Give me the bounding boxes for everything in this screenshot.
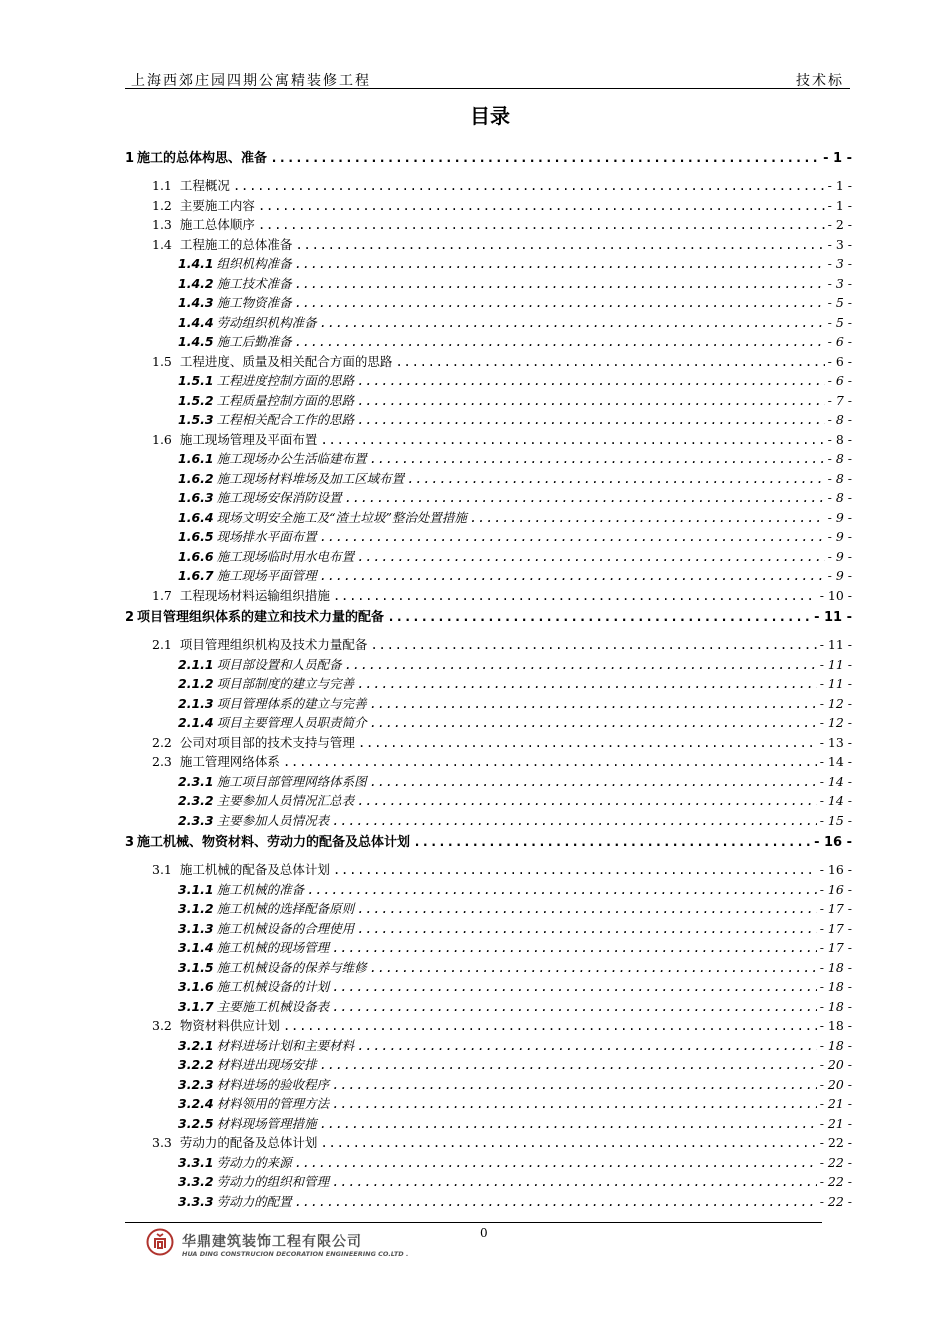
toc-dot-leader bbox=[295, 1153, 817, 1173]
toc-entry-number: 3.2.3 bbox=[178, 1076, 214, 1092]
company-name-cn: 华鼎建筑装饰工程有限公司 bbox=[182, 1234, 362, 1250]
toc-entry-page: - 18 - bbox=[819, 979, 852, 994]
toc-dot-leader bbox=[295, 254, 825, 274]
toc-dot-leader bbox=[358, 733, 817, 753]
toc-subsection-entry[interactable] bbox=[125, 566, 852, 586]
toc-dot-leader bbox=[333, 860, 817, 880]
toc-entry-text: 材料进场计划和主要材料 bbox=[216, 1037, 355, 1053]
toc-entry-number: 2.3 bbox=[152, 754, 172, 769]
toc-dot-leader bbox=[295, 235, 824, 255]
toc-subsection-entry[interactable] bbox=[125, 293, 852, 313]
toc-entry-page: - 17 - bbox=[819, 901, 852, 916]
toc-subsection-entry[interactable] bbox=[125, 1192, 852, 1212]
toc-entry-number: 1.5.2 bbox=[178, 392, 214, 408]
toc-section-entry[interactable] bbox=[125, 1133, 852, 1153]
toc-subsection-entry[interactable] bbox=[125, 527, 852, 547]
toc-entry-text: 劳动力的配备及总体计划 bbox=[179, 1135, 318, 1150]
toc-entry-text: 主要施工机械设备表 bbox=[216, 998, 330, 1014]
toc-entry-number: 3.2.4 bbox=[178, 1096, 214, 1111]
toc-entry-number: 1.5.1 bbox=[178, 373, 214, 388]
toc-section-entry[interactable] bbox=[125, 235, 852, 255]
toc-entry-text: 现场文明安全施工及“渣土垃圾”整治处置措施 bbox=[216, 509, 467, 525]
toc-entry-text: 劳动力的配置 bbox=[216, 1193, 292, 1209]
toc-entry-number: 1.5 bbox=[152, 353, 172, 369]
toc-entry-number: 1.6 bbox=[152, 431, 172, 447]
toc-entry-number: 1.2 bbox=[152, 197, 172, 213]
toc-entry-text: 工程进度、质量及相关配合方面的思路 bbox=[179, 353, 393, 369]
toc-entry-page: - 15 - bbox=[819, 812, 852, 828]
toc-dot-leader bbox=[320, 1133, 816, 1153]
toc-entry-text: 劳动力的来源 bbox=[216, 1154, 292, 1170]
toc-entry-page: - 6 - bbox=[827, 353, 852, 369]
toc-entry-page: - 21 - bbox=[819, 1096, 852, 1111]
toc-entry-page: - 11 - bbox=[819, 676, 852, 691]
toc-dot-leader bbox=[387, 606, 811, 630]
toc-section-entry[interactable] bbox=[125, 860, 852, 880]
toc-entry-number: 2.1.4 bbox=[178, 715, 214, 730]
toc-dot-leader bbox=[295, 274, 825, 294]
toc-dot-leader bbox=[370, 713, 817, 733]
toc-entry-page: - 22 - bbox=[819, 1193, 852, 1209]
toc-section-entry[interactable] bbox=[125, 430, 852, 450]
toc-entry-text: 组织机构准备 bbox=[216, 256, 292, 271]
toc-entry-text: 公司对项目部的技术支持与管理 bbox=[179, 734, 355, 750]
toc-entry-text: 施工机械、物资材料、劳动力的配备及总体计划 bbox=[137, 835, 411, 850]
toc-entry-number: 3.2.2 bbox=[178, 1057, 214, 1072]
toc-entry-page: - 8 - bbox=[827, 451, 852, 466]
toc-entry-text: 工程现场材料运输组织措施 bbox=[179, 587, 330, 603]
toc-entry-text: 工程概况 bbox=[179, 178, 230, 193]
toc-entry-number: 1.3 bbox=[152, 217, 172, 232]
toc-dot-leader bbox=[283, 752, 817, 772]
toc-entry-page: - 1 - bbox=[823, 151, 852, 166]
toc-entry-number: 2.1.2 bbox=[178, 676, 214, 691]
toc-entry-text: 施工机械的配备及总体计划 bbox=[179, 862, 330, 877]
toc-dot-leader bbox=[332, 811, 817, 831]
company-name-en: HUA DING CONSTRUCION DECORATION ENGINEERING CO.LTD . bbox=[182, 1250, 409, 1258]
toc-entry-number: 1.4.2 bbox=[178, 275, 214, 291]
toc-subsection-entry[interactable] bbox=[125, 391, 852, 411]
toc-entry-text: 材料现场管理措施 bbox=[216, 1115, 317, 1131]
toc-section-entry[interactable] bbox=[125, 196, 852, 216]
toc-dot-leader bbox=[370, 958, 817, 978]
toc-subsection-entry[interactable] bbox=[125, 674, 852, 694]
toc-entry-text: 施工现场临时用水电布置 bbox=[216, 548, 355, 564]
toc-dot-leader bbox=[295, 293, 825, 313]
table-of-contents bbox=[125, 146, 852, 1211]
toc-entry-number: 2.3.3 bbox=[178, 812, 214, 828]
toc-entry-page: - 18 - bbox=[819, 1018, 852, 1033]
toc-entry-number: 1.4.4 bbox=[178, 314, 214, 330]
toc-entry-text: 主要参加人员情况汇总表 bbox=[216, 793, 355, 808]
toc-dot-leader bbox=[320, 313, 825, 333]
toc-entry-number: 1.6.6 bbox=[178, 548, 214, 564]
toc-entry-number: 3 bbox=[125, 835, 135, 850]
toc-dot-leader bbox=[258, 215, 825, 235]
toc-entry-page: - 8 - bbox=[827, 431, 852, 447]
toc-entry-number: 2.3.1 bbox=[178, 773, 214, 789]
toc-entry-page: - 18 - bbox=[819, 998, 852, 1014]
toc-entry-text: 施工物资准备 bbox=[216, 295, 292, 310]
toc-entry-number: 1.6.3 bbox=[178, 490, 214, 505]
toc-entry-number: 3.3.2 bbox=[178, 1174, 214, 1189]
toc-entry-text: 施工现场安保消防设置 bbox=[216, 490, 342, 505]
company-logo-icon bbox=[146, 1228, 174, 1256]
toc-subsection-entry[interactable] bbox=[125, 508, 852, 528]
toc-dot-leader bbox=[332, 938, 817, 958]
toc-entry-text: 工程施工的总体准备 bbox=[179, 236, 293, 252]
toc-entry-page: - 3 - bbox=[827, 236, 852, 252]
toc-entry-page: - 3 - bbox=[827, 256, 852, 271]
toc-entry-number: 2.1 bbox=[152, 637, 172, 652]
toc-entry-page: - 16 - bbox=[819, 881, 852, 897]
toc-entry-text: 施工机械的选择配备原则 bbox=[216, 901, 355, 916]
toc-entry-number: 3.3.3 bbox=[178, 1193, 214, 1209]
toc-entry-text: 劳动组织机构准备 bbox=[216, 314, 317, 330]
toc-dot-leader bbox=[395, 352, 824, 372]
toc-dot-leader bbox=[332, 1075, 817, 1095]
toc-dot-leader bbox=[345, 655, 817, 675]
toc-subsection-entry[interactable] bbox=[125, 919, 852, 939]
toc-subsection-entry[interactable] bbox=[125, 899, 852, 919]
toc-section-entry[interactable] bbox=[125, 752, 852, 772]
toc-entry-text: 施工总体顺序 bbox=[179, 217, 255, 232]
toc-dot-leader bbox=[320, 527, 825, 547]
toc-entry-page: - 11 - bbox=[819, 656, 852, 672]
toc-entry-text: 施工管理网络体系 bbox=[179, 754, 280, 769]
toc-subsection-entry[interactable] bbox=[125, 772, 852, 792]
toc-entry-text: 施工的总体构思、准备 bbox=[137, 151, 268, 166]
toc-entry-text: 材料进出现场安排 bbox=[216, 1057, 317, 1072]
toc-entry-text: 项目部制度的建立与完善 bbox=[216, 676, 355, 691]
toc-entry-number: 1.6.1 bbox=[178, 451, 214, 466]
toc-dot-leader bbox=[270, 147, 820, 171]
toc-dot-leader bbox=[357, 899, 817, 919]
toc-entry-page: - 16 - bbox=[814, 835, 852, 850]
toc-entry-number: 3.1.2 bbox=[178, 901, 214, 916]
toc-entry-page: - 11 - bbox=[814, 610, 852, 625]
toc-entry-page: - 16 - bbox=[819, 862, 852, 877]
toc-dot-leader bbox=[357, 547, 825, 567]
toc-entry-text: 劳动力的组织和管理 bbox=[216, 1174, 330, 1189]
toc-subsection-entry[interactable] bbox=[125, 1075, 852, 1095]
toc-subsection-entry[interactable] bbox=[125, 313, 852, 333]
toc-dot-leader bbox=[357, 391, 825, 411]
toc-entry-number: 3.1.3 bbox=[178, 920, 214, 936]
toc-entry-text: 材料领用的管理方法 bbox=[216, 1096, 330, 1111]
toc-dot-leader bbox=[307, 880, 817, 900]
toc-entry-page: - 21 - bbox=[819, 1115, 852, 1131]
toc-dot-leader bbox=[357, 1036, 817, 1056]
toc-entry-number: 1.6.2 bbox=[178, 470, 214, 486]
toc-entry-page: - 14 - bbox=[819, 773, 852, 789]
toc-entry-page: - 22 - bbox=[819, 1174, 852, 1189]
toc-section-entry[interactable] bbox=[125, 352, 852, 372]
toc-entry-page: - 13 - bbox=[819, 734, 852, 750]
toc-entry-page: - 6 - bbox=[827, 373, 852, 388]
toc-subsection-entry[interactable] bbox=[125, 655, 852, 675]
toc-entry-text: 施工后勤准备 bbox=[216, 334, 292, 349]
toc-entry-page: - 20 - bbox=[819, 1076, 852, 1092]
toc-entry-text: 工程相关配合工作的思路 bbox=[216, 412, 355, 427]
page-header bbox=[125, 66, 850, 89]
toc-entry-page: - 11 - bbox=[819, 637, 852, 652]
toc-subsection-entry[interactable] bbox=[125, 1094, 852, 1114]
toc-dot-leader bbox=[357, 410, 825, 430]
toc-entry-number: 3.1.1 bbox=[178, 881, 214, 897]
toc-entry-number: 3.2.5 bbox=[178, 1115, 214, 1131]
toc-entry-number: 3.3.1 bbox=[178, 1154, 214, 1170]
toc-entry-page: - 5 - bbox=[827, 314, 852, 330]
toc-subsection-entry[interactable] bbox=[125, 1153, 852, 1173]
toc-entry-number: 3.1.4 bbox=[178, 940, 214, 955]
toc-dot-leader bbox=[370, 772, 817, 792]
toc-entry-page: - 1 - bbox=[827, 197, 852, 213]
toc-chapter-entry[interactable] bbox=[125, 606, 852, 630]
toc-subsection-entry[interactable] bbox=[125, 332, 852, 352]
toc-entry-number: 3.3 bbox=[152, 1135, 172, 1150]
toc-entry-page: - 22 - bbox=[819, 1154, 852, 1170]
toc-entry-text: 施工现场办公生活临建布置 bbox=[216, 451, 367, 466]
toc-subsection-entry[interactable] bbox=[125, 371, 852, 391]
toc-dot-leader bbox=[332, 1172, 817, 1192]
toc-entry-text: 施工技术准备 bbox=[216, 275, 292, 291]
toc-dot-leader bbox=[370, 635, 816, 655]
toc-entry-text: 工程质量控制方面的思路 bbox=[216, 392, 355, 408]
toc-entry-text: 项目主要管理人员职责简介 bbox=[216, 715, 367, 730]
toc-entry-text: 项目管理体系的建立与完善 bbox=[216, 695, 367, 711]
toc-entry-number: 2 bbox=[125, 610, 135, 625]
header-project-title: 上海西郊庄园四期公寓精装修工程 bbox=[131, 73, 371, 89]
toc-dot-leader bbox=[332, 997, 817, 1017]
toc-entry-text: 物资材料供应计划 bbox=[179, 1018, 280, 1033]
toc-entry-page: - 9 - bbox=[827, 529, 852, 544]
toc-entry-number: 2.1.1 bbox=[178, 656, 214, 672]
toc-subsection-entry[interactable] bbox=[125, 1036, 852, 1056]
toc-subsection-entry[interactable] bbox=[125, 1055, 852, 1075]
toc-entry-page: - 12 - bbox=[819, 695, 852, 711]
toc-subsection-entry[interactable] bbox=[125, 469, 852, 489]
toc-entry-page: - 10 - bbox=[819, 587, 852, 603]
toc-subsection-entry[interactable] bbox=[125, 997, 852, 1017]
toc-entry-text: 施工机械设备的计划 bbox=[216, 979, 330, 994]
toc-entry-number: 1.4 bbox=[152, 236, 172, 252]
toc-entry-page: - 22 - bbox=[819, 1135, 852, 1150]
toc-dot-leader bbox=[283, 1016, 817, 1036]
toc-subsection-entry[interactable] bbox=[125, 958, 852, 978]
toc-subsection-entry[interactable] bbox=[125, 880, 852, 900]
header-doc-type: 技术标 bbox=[796, 73, 844, 89]
toc-section-entry[interactable] bbox=[125, 635, 852, 655]
toc-dot-leader bbox=[370, 694, 817, 714]
toc-entry-text: 主要施工内容 bbox=[179, 197, 255, 213]
toc-subsection-entry[interactable] bbox=[125, 694, 852, 714]
toc-entry-number: 3.1 bbox=[152, 862, 172, 877]
toc-dot-leader bbox=[320, 1114, 817, 1134]
toc-entry-page: - 17 - bbox=[819, 940, 852, 955]
toc-title: 目录 bbox=[470, 104, 510, 128]
toc-entry-text: 工程进度控制方面的思路 bbox=[216, 373, 355, 388]
toc-entry-number: 1.6.7 bbox=[178, 568, 214, 583]
toc-section-entry[interactable] bbox=[125, 733, 852, 753]
toc-dot-leader bbox=[295, 1192, 817, 1212]
toc-entry-page: - 8 - bbox=[827, 490, 852, 505]
toc-entry-text: 施工现场材料堆场及加工区域布置 bbox=[216, 470, 405, 486]
toc-entry-text: 项目管理组织机构及技术力量配备 bbox=[179, 637, 368, 652]
toc-entry-text: 现场排水平面布置 bbox=[216, 529, 317, 544]
toc-entry-number: 1.7 bbox=[152, 587, 172, 603]
toc-entry-page: - 7 - bbox=[827, 392, 852, 408]
toc-entry-page: - 12 - bbox=[819, 715, 852, 730]
toc-dot-leader bbox=[370, 449, 825, 469]
toc-entry-number: 3.2 bbox=[152, 1018, 172, 1033]
toc-subsection-entry[interactable] bbox=[125, 713, 852, 733]
toc-entry-number: 2.3.2 bbox=[178, 793, 214, 808]
toc-entry-number: 3.2.1 bbox=[178, 1037, 214, 1053]
toc-subsection-entry[interactable] bbox=[125, 811, 852, 831]
toc-entry-text: 施工项目部管理网络体系图 bbox=[216, 773, 367, 789]
toc-chapter-entry[interactable] bbox=[125, 147, 852, 171]
toc-entry-number: 3.1.6 bbox=[178, 979, 214, 994]
toc-entry-number: 1.4.5 bbox=[178, 334, 214, 349]
toc-entry-number: 1 bbox=[125, 151, 135, 166]
toc-entry-text: 施工机械设备的合理使用 bbox=[216, 920, 355, 936]
toc-entry-number: 1.4.3 bbox=[178, 295, 214, 310]
toc-dot-leader bbox=[413, 831, 811, 855]
toc-section-entry[interactable] bbox=[125, 1016, 852, 1036]
toc-section-entry[interactable] bbox=[125, 176, 852, 196]
toc-entry-text: 施工机械的准备 bbox=[216, 881, 305, 897]
toc-entry-page: - 9 - bbox=[827, 548, 852, 564]
footer-divider bbox=[125, 1222, 822, 1223]
toc-entry-number: 1.1 bbox=[152, 178, 172, 193]
toc-chapter-entry[interactable] bbox=[125, 831, 852, 855]
toc-entry-page: - 14 - bbox=[819, 754, 852, 769]
toc-dot-leader bbox=[357, 791, 817, 811]
toc-entry-number: 1.4.1 bbox=[178, 256, 214, 271]
toc-entry-page: - 20 - bbox=[819, 1057, 852, 1072]
toc-subsection-entry[interactable] bbox=[125, 938, 852, 958]
toc-entry-number: 3.1.5 bbox=[178, 959, 214, 975]
toc-entry-page: - 5 - bbox=[827, 295, 852, 310]
toc-entry-page: - 9 - bbox=[827, 509, 852, 525]
toc-dot-leader bbox=[407, 469, 825, 489]
toc-entry-number: 2.2 bbox=[152, 734, 172, 750]
toc-subsection-entry[interactable] bbox=[125, 449, 852, 469]
toc-entry-page: - 17 - bbox=[819, 920, 852, 936]
toc-entry-number: 3.1.7 bbox=[178, 998, 214, 1014]
toc-subsection-entry[interactable] bbox=[125, 488, 852, 508]
toc-entry-number: 1.5.3 bbox=[178, 412, 214, 427]
toc-entry-text: 材料进场的验收程序 bbox=[216, 1076, 330, 1092]
toc-subsection-entry[interactable] bbox=[125, 547, 852, 567]
page-number: 0 bbox=[480, 1226, 488, 1240]
toc-entry-page: - 8 - bbox=[827, 412, 852, 427]
toc-subsection-entry[interactable] bbox=[125, 1172, 852, 1192]
toc-entry-text: 施工机械设备的保养与维修 bbox=[216, 959, 367, 975]
toc-dot-leader bbox=[258, 196, 825, 216]
toc-subsection-entry[interactable] bbox=[125, 977, 852, 997]
toc-entry-number: 1.6.5 bbox=[178, 529, 214, 544]
toc-dot-leader bbox=[233, 176, 825, 196]
toc-dot-leader bbox=[357, 919, 817, 939]
toc-entry-page: - 3 - bbox=[827, 275, 852, 291]
toc-dot-leader bbox=[320, 566, 825, 586]
toc-entry-text: 项目管理组织体系的建立和技术力量的配备 bbox=[137, 610, 385, 625]
toc-entry-page: - 14 - bbox=[819, 793, 852, 808]
toc-entry-page: - 9 - bbox=[827, 568, 852, 583]
toc-entry-text: 主要参加人员情况表 bbox=[216, 812, 330, 828]
toc-entry-page: - 8 - bbox=[827, 470, 852, 486]
toc-dot-leader bbox=[357, 674, 817, 694]
toc-section-entry[interactable] bbox=[125, 586, 852, 606]
toc-entry-text: 施工机械的现场管理 bbox=[216, 940, 330, 955]
toc-entry-page: - 6 - bbox=[827, 334, 852, 349]
toc-dot-leader bbox=[470, 508, 825, 528]
toc-subsection-entry[interactable] bbox=[125, 410, 852, 430]
toc-dot-leader bbox=[320, 430, 824, 450]
toc-subsection-entry[interactable] bbox=[125, 1114, 852, 1134]
toc-subsection-entry[interactable] bbox=[125, 274, 852, 294]
toc-dot-leader bbox=[333, 586, 817, 606]
toc-dot-leader bbox=[295, 332, 825, 352]
toc-entry-page: - 1 - bbox=[827, 178, 852, 193]
toc-dot-leader bbox=[345, 488, 825, 508]
toc-entry-page: - 18 - bbox=[819, 959, 852, 975]
toc-dot-leader bbox=[357, 371, 825, 391]
toc-dot-leader bbox=[332, 1094, 817, 1114]
toc-subsection-entry[interactable] bbox=[125, 254, 852, 274]
toc-entry-text: 施工现场平面管理 bbox=[216, 568, 317, 583]
toc-dot-leader bbox=[332, 977, 817, 997]
toc-entry-page: - 18 - bbox=[819, 1037, 852, 1053]
toc-subsection-entry[interactable] bbox=[125, 791, 852, 811]
toc-entry-text: 施工现场管理及平面布置 bbox=[179, 431, 318, 447]
toc-entry-number: 1.6.4 bbox=[178, 509, 214, 525]
toc-section-entry[interactable] bbox=[125, 215, 852, 235]
toc-entry-text: 项目部设置和人员配备 bbox=[216, 656, 342, 672]
toc-dot-leader bbox=[320, 1055, 817, 1075]
toc-entry-number: 2.1.3 bbox=[178, 695, 214, 711]
toc-entry-page: - 2 - bbox=[827, 217, 852, 232]
